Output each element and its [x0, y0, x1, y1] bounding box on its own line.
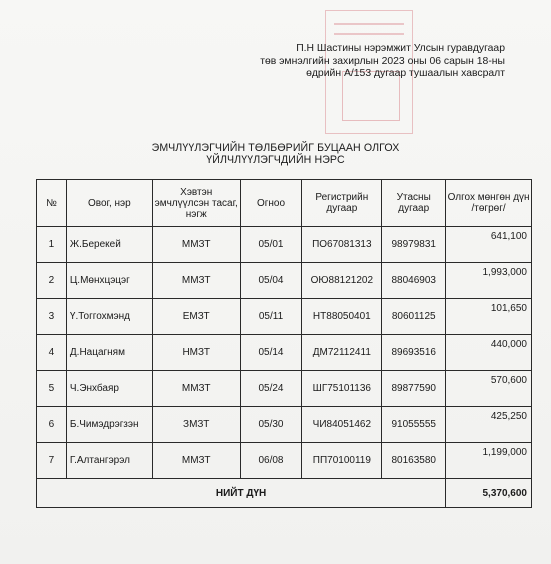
stamp-line	[334, 33, 404, 35]
table-row	[37, 227, 532, 263]
cell-registration: ПО67081313	[302, 227, 382, 263]
cell-department: ММЗТ	[152, 371, 240, 407]
cell-no: 5	[37, 371, 67, 407]
table-header-row	[37, 180, 532, 227]
header-line: төв эмнэлгийн захирлын 2023 оны 06 сарын 18-ны	[260, 55, 505, 67]
cell-name: Г.Алтангэрэл	[66, 443, 152, 479]
header-department: Хэвтэн эмчлүүлсэн тасаг, нэгж	[152, 180, 240, 227]
cell-name: Ч.Энхбаяр	[66, 371, 152, 407]
title-line: ЭМЧЛҮҮЛЭГЧИЙН ТӨЛБӨРИЙГ БУЦААН ОЛГОХ	[151, 142, 400, 154]
cell-amount: 1,993,000	[446, 263, 532, 299]
cell-department: ЕМЗТ	[152, 299, 240, 335]
cell-date: 06/08	[240, 443, 302, 479]
header-date: Огноо	[240, 180, 302, 227]
table-row	[37, 299, 532, 335]
cell-amount: 1,199,000	[446, 443, 532, 479]
header-no: №	[37, 180, 67, 227]
cell-date: 05/04	[240, 263, 302, 299]
cell-registration: НТ88050401	[302, 299, 382, 335]
cell-registration: ШГ75101136	[302, 371, 382, 407]
cell-name: Б.Чимэдрэгзэн	[66, 407, 152, 443]
header-line: П.Н Шастины нэрэмжит Улсын гуравдугаар	[296, 43, 505, 54]
cell-amount: 101,650	[446, 299, 532, 335]
cell-date: 05/11	[240, 299, 302, 335]
header-line: өдрийн А/153 дугаар тушаалын хавсралт	[306, 68, 505, 79]
cell-date: 05/24	[240, 371, 302, 407]
cell-no: 6	[37, 407, 67, 443]
total-label: НИЙТ ДҮН	[37, 479, 446, 508]
cell-registration: ДМ72112411	[302, 335, 382, 371]
header-registration: Регистрийн дугаар	[302, 180, 382, 227]
cell-no: 7	[37, 443, 67, 479]
cell-registration: ОЮ88121202	[302, 263, 382, 299]
cell-date: 05/01	[240, 227, 302, 263]
header-name: Овог, нэр	[66, 180, 152, 227]
cell-phone: 89877590	[382, 371, 446, 407]
document-title	[0, 142, 551, 166]
table-row	[37, 335, 532, 371]
total-row	[37, 479, 532, 508]
cell-name: Ж.Берекей	[66, 227, 152, 263]
cell-name: Д.Нацагням	[66, 335, 152, 371]
cell-no: 1	[37, 227, 67, 263]
cell-amount: 440,000	[446, 335, 532, 371]
cell-phone: 88046903	[382, 263, 446, 299]
cell-date: 05/14	[240, 335, 302, 371]
cell-amount: 641,100	[446, 227, 532, 263]
refund-table	[36, 179, 532, 508]
stamp-line	[334, 23, 404, 25]
table-row	[37, 263, 532, 299]
appendix-header	[245, 43, 505, 81]
cell-department: НМЗТ	[152, 335, 240, 371]
cell-department: ММЗТ	[152, 443, 240, 479]
cell-name: Ц.Мөнхцэцэг	[66, 263, 152, 299]
header-amount: Олгох мөнгөн дүн /төгрөг/	[446, 180, 532, 227]
cell-amount: 425,250	[446, 407, 532, 443]
cell-name: Ү.Тоггохмэнд	[66, 299, 152, 335]
cell-no: 2	[37, 263, 67, 299]
cell-no: 4	[37, 335, 67, 371]
table-row	[37, 371, 532, 407]
cell-date: 05/30	[240, 407, 302, 443]
cell-department: ЗМЗТ	[152, 407, 240, 443]
cell-phone: 80163580	[382, 443, 446, 479]
title-line: ҮЙЛЧЛҮҮЛЭГЧДИЙН НЭРС	[206, 154, 345, 166]
cell-registration: ПП70100119	[302, 443, 382, 479]
cell-phone: 91055555	[382, 407, 446, 443]
cell-phone: 89693516	[382, 335, 446, 371]
total-amount: 5,370,600	[446, 479, 532, 508]
cell-amount: 570,600	[446, 371, 532, 407]
cell-department: ММЗТ	[152, 227, 240, 263]
table-row	[37, 407, 532, 443]
header-phone: Утасны дугаар	[382, 180, 446, 227]
cell-phone: 98979831	[382, 227, 446, 263]
table-row	[37, 443, 532, 479]
cell-phone: 80601125	[382, 299, 446, 335]
cell-no: 3	[37, 299, 67, 335]
cell-department: ММЗТ	[152, 263, 240, 299]
cell-registration: ЧИ84051462	[302, 407, 382, 443]
